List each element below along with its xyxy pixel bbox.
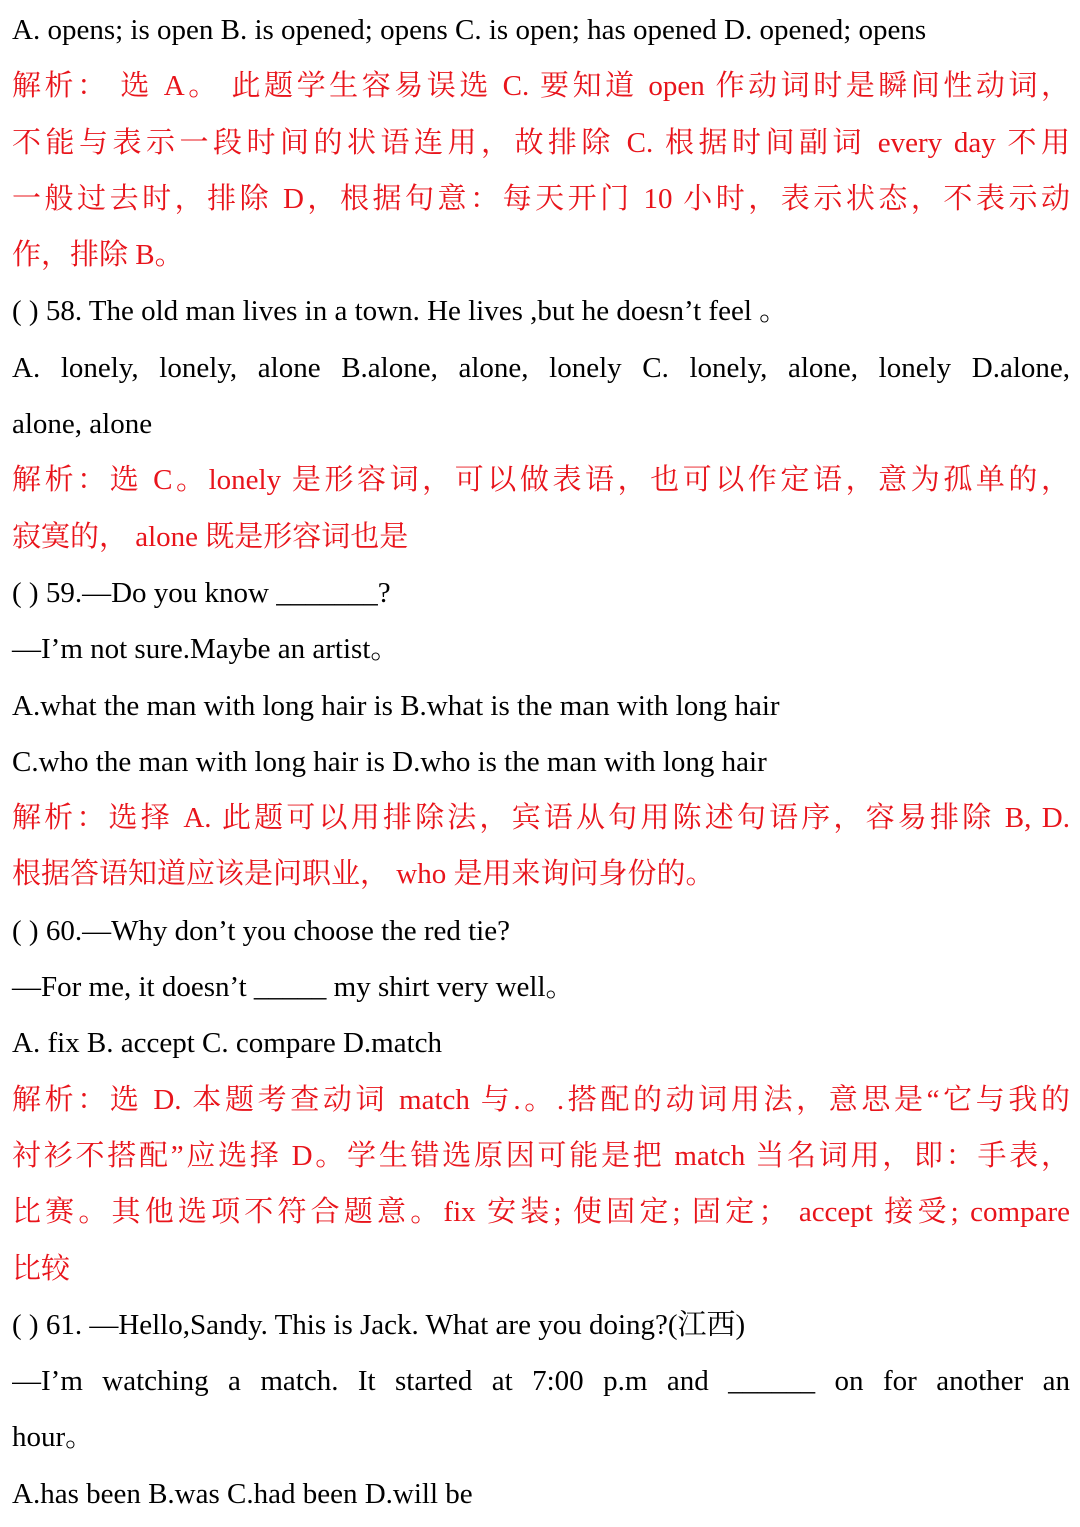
analysis-59-line-1: 解析：选择 A. 此题可以用排除法，宾语从句用陈述句语序，容易排除 B, D. — [12, 802, 1070, 835]
analysis-59-line-2: 根据答语知道应该是问职业， who 是用来询问身份的。 — [12, 858, 715, 891]
analysis-57-line-2: 不能与表示一段时间的状语连用，故排除 C. 根据时间副词 every day 不用 — [12, 126, 1070, 159]
options-line-57: A. opens; is open B. is opened; opens C. is open; has opened D. opened; opens — [12, 14, 927, 46]
question-61-reply-line-1: —I’m watching a match. It started at 7:00 p.m and ______ on for another an — [12, 1365, 1070, 1398]
question-60-reply: —For me, it doesn’t _____ my shirt very well。 — [12, 971, 575, 1004]
analysis-60-line-1: 解析：选 D. 本题考查动词 match 与.。.搭配的动词用法，意思是“它与我的 — [12, 1083, 1070, 1116]
analysis-57-line-4: 作，排除 B。 — [12, 239, 184, 272]
question-59: ( ) 59.—Do you know _______? — [12, 576, 391, 609]
analysis-60-line-4: 比较 — [12, 1252, 71, 1285]
analysis-60-line-3: 比赛。其他选项不符合题意。fix 安装; 使固定; 固定； accept 接受; compare — [12, 1196, 1070, 1229]
options-61: A.has been B.was C.had been D.will be — [12, 1477, 473, 1510]
question-61: ( ) 61. —Hello,Sandy. This is Jack. What are you doing?(江西) — [12, 1308, 746, 1341]
analysis-58-line-1: 解析：选 C。lonely 是形容词，可以做表语，也可以作定语，意为孤单的， — [12, 464, 1070, 497]
analysis-58-line-2: 寂寞的， alone 既是形容词也是 — [12, 520, 409, 553]
analysis-60-line-2: 衬衫不搭配”应选择 D。学生错选原因可能是把 match 当名词用，即：手表， — [12, 1139, 1070, 1172]
options-59-line-1: A.what the man with long hair is B.what is the man with long hair — [12, 689, 780, 722]
question-59-reply: —I’m not sure.Maybe an artist。 — [12, 633, 400, 666]
options-59-line-2: C.who the man with long hair is D.who is the man with long hair — [12, 745, 767, 778]
question-60: ( ) 60.—Why don’t you choose the red tie? — [12, 914, 510, 947]
question-58: ( ) 58. The old man lives in a town. He lives ,but he doesn’t feel 。 — [12, 295, 789, 328]
document-page — [12, 2, 1070, 1522]
options-60: A. fix B. accept C. compare D.match — [12, 1027, 443, 1060]
options-58-line-1: A. lonely, lonely, alone B.alone, alone, lonely C. lonely, alone, lonely D.alone, — [12, 351, 1070, 384]
analysis-57-line-3: 一般过去时，排除 D，根据句意：每天开门 10 小时，表示状态，不表示动 — [12, 182, 1070, 215]
analysis-57-line-1: 解析： 选 A。 此题学生容易误选 C. 要知道 open 作动词时是瞬间性动词， — [12, 70, 1070, 103]
question-61-reply-line-2: hour。 — [12, 1421, 95, 1454]
options-58-line-2: alone, alone — [12, 408, 153, 441]
